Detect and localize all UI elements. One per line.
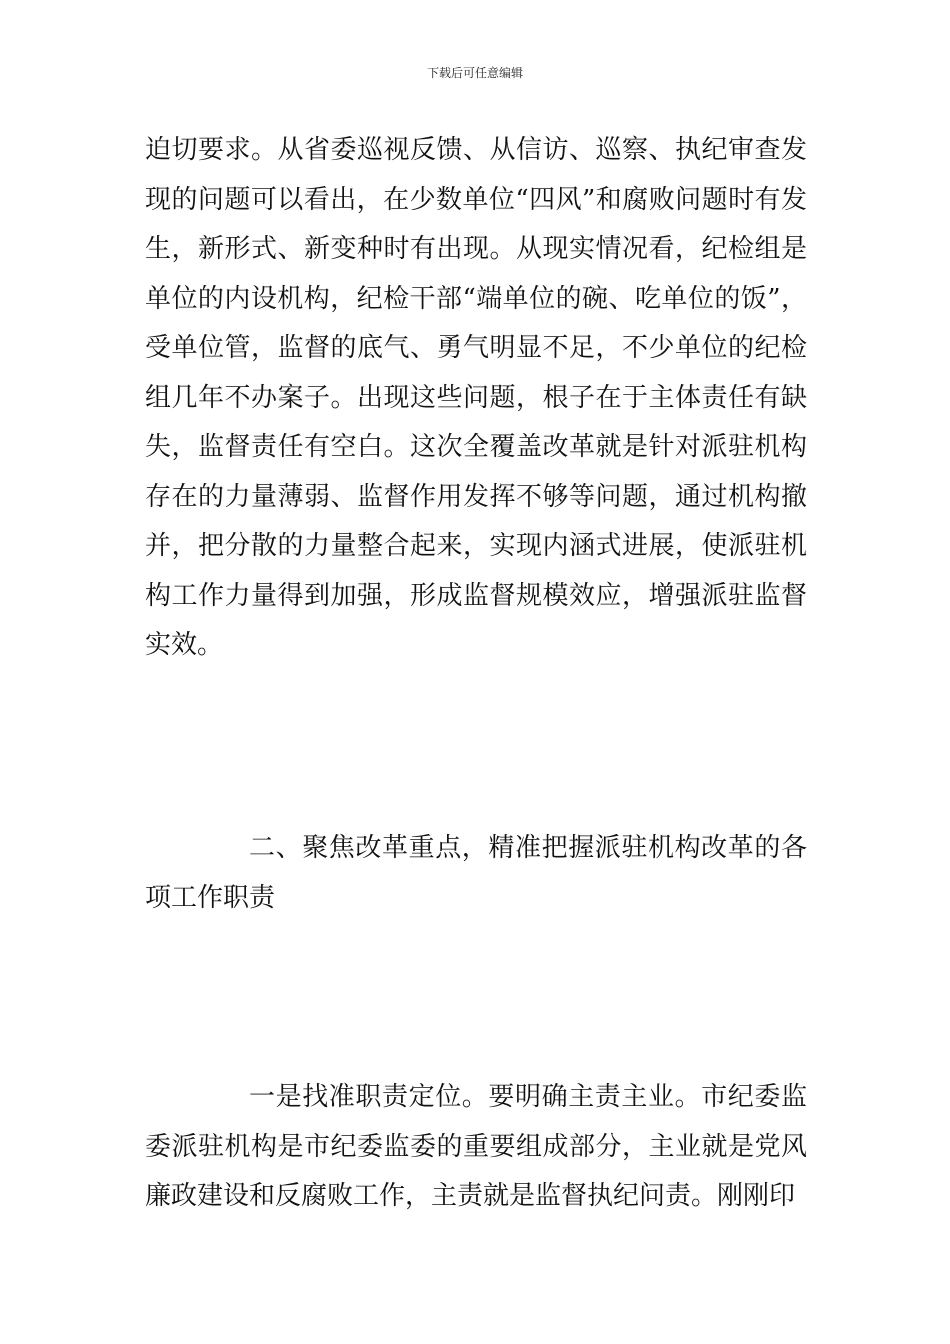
body-paragraph: 一是找准职责定位。要明确主责主业。市纪委监委派驻机构是市纪委监委的重要组成部分，主业就是党风廉政建设和反腐败工作，主责就是监督执纪问责。刚刚印 (145, 1082, 807, 1211)
page-header: 下载后可任意编辑 (426, 66, 523, 80)
section-heading: 二、聚焦改革重点，精准把握派驻机构改革的各项工作职责 (145, 833, 807, 913)
body-paragraph: 迫切要求。从省委巡视反馈、从信访、巡察、执纪审查发现的问题可以看出，在少数单位“四风”和腐败问题时有发生，新形式、新变种时有出现。从现实情况看，纪检组是单位的内设机构，纪检干部“端单位的碗、吃单位的饭”，受单位管，监督的底气、勇气明显不足，不少单位的纪检组几年不办案子。出现这些问题，根子在于主体责任有缺失，监督责任有空白。这次全覆盖改革就是针对派驻机构存在的力量薄弱、监督作用发挥不够等问题，通过机构撤并，把分散的力量整合起来，实现内涵式进展，使派驻机构工作力量得到加强，形成监督规模效应，增强派驻监督实效。 (145, 135, 807, 660)
